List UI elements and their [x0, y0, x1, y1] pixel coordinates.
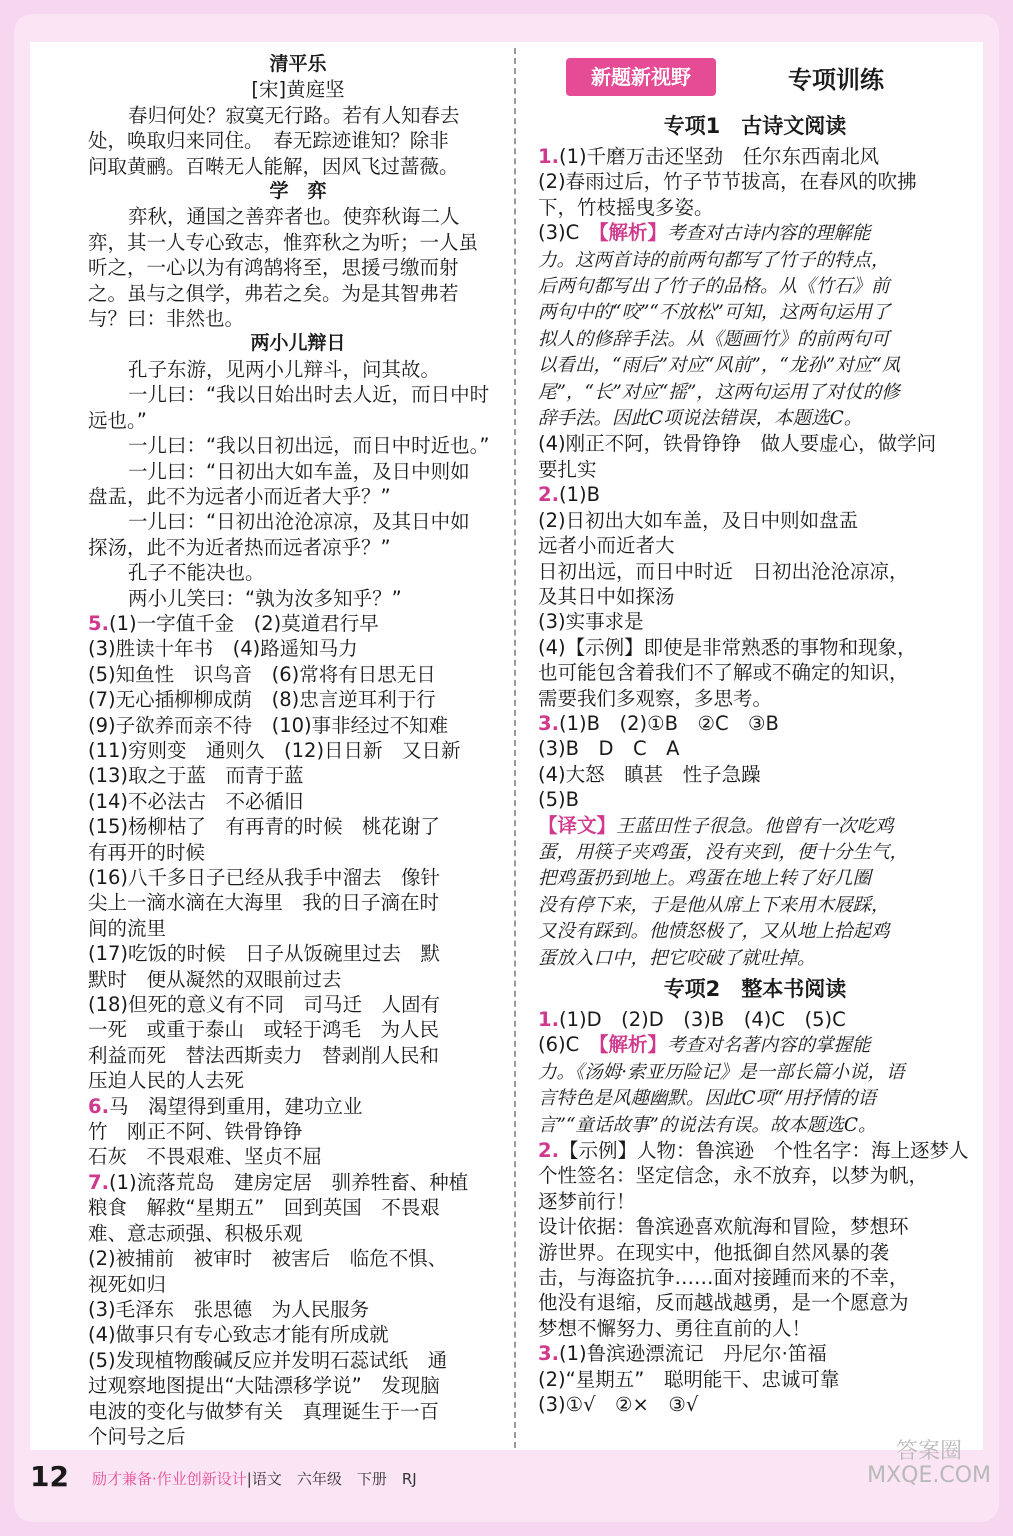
- printed-text: (9)子欲养而亲不待 (10)事非经过不知难: [88, 713, 449, 737]
- printed-text: 下，竹枝摇曳多姿。: [538, 195, 714, 219]
- text-line: [538, 273, 972, 299]
- poem-title: [88, 52, 508, 77]
- text-line: [88, 1322, 508, 1347]
- text-line: [88, 636, 508, 661]
- text-line: [538, 195, 972, 220]
- text-line: [538, 892, 972, 918]
- text-line: [538, 352, 972, 378]
- text-line: [538, 1085, 972, 1111]
- text-line: [88, 1144, 508, 1169]
- text-line: [88, 967, 508, 992]
- printed-text: 默时 便从凝然的双眼前过去: [88, 967, 342, 991]
- printed-text: 压迫人民的人去死: [88, 1069, 245, 1093]
- poem-title: [88, 179, 508, 204]
- handwritten-text: 尾”，“长”对应“摇”，这两句运用了对仗的修: [538, 381, 900, 403]
- text-line: [538, 431, 972, 456]
- text-line: [88, 992, 508, 1017]
- printed-text: [宋]黄庭坚: [251, 78, 345, 102]
- handwritten-text: 后两句都写出了竹子的品格。从《竹石》前: [538, 276, 890, 298]
- printed-text: (2)日初出大如车盖，及日中则如盘盂: [538, 508, 859, 532]
- page-number: 12: [30, 1460, 69, 1493]
- text-line: [88, 611, 508, 636]
- section-header-title: 专项训练: [788, 66, 884, 94]
- question-number: 2.: [538, 483, 559, 507]
- handwritten-text: 考查对古诗内容的理解能: [667, 223, 871, 245]
- text-line: [538, 1112, 972, 1138]
- text-line: [538, 787, 972, 812]
- text-line: [88, 687, 508, 712]
- printed-text: 有再开的时候: [88, 840, 206, 864]
- text-line: [538, 559, 972, 584]
- text-line: [88, 484, 508, 509]
- printed-text: 弈秋，通国之善弈者也。使弈秋诲二人: [128, 205, 460, 229]
- printed-text: (17)吃饭的时候 日子从饭碗里过去 默: [88, 942, 441, 966]
- text-line: [88, 230, 508, 255]
- printed-text: 要扎实: [538, 457, 597, 481]
- printed-text: (1)D (2)D (3)B (4)C (5)C: [558, 1008, 846, 1031]
- text-line: [538, 326, 972, 352]
- text-line: [88, 1068, 508, 1093]
- printed-text: 与？曰：非然也。: [88, 307, 245, 331]
- printed-text: 他没有退缩，反而越战越勇，是一个愿意为: [538, 1291, 909, 1315]
- text-line: [88, 865, 508, 890]
- printed-text: (3)胜读十年书 (4)路遥知马力: [88, 637, 358, 661]
- printed-text: (4)大怒 瞋甚 性子急躁: [538, 762, 761, 786]
- text-line: [538, 405, 972, 431]
- text-line: [538, 379, 972, 405]
- printed-text: 远者小而近者大: [538, 534, 675, 558]
- watermark-line2: MXQE.COM: [867, 1463, 991, 1488]
- page-footer: [30, 1460, 983, 1500]
- printed-text: 盘盂，此不为远者小而近者大乎？”: [88, 484, 391, 508]
- text-line: [538, 584, 972, 609]
- text-line: [538, 813, 972, 839]
- text-line: [88, 1043, 508, 1068]
- printed-text: 石灰 不畏艰难、坚贞不屈: [88, 1145, 323, 1169]
- text-line: [538, 169, 972, 194]
- text-line: [538, 1189, 972, 1214]
- printed-text: (1)B (2)①B ②C ③B: [558, 711, 779, 735]
- handwritten-text: 力。《汤姆·索亚历险记》是一部长篇小说，语: [538, 1061, 905, 1083]
- footer-series-name: 励才兼备·作业创新设计: [92, 1470, 247, 1488]
- printed-text: 学 弈: [269, 180, 327, 203]
- printed-text: 远也。”: [88, 408, 147, 432]
- handwritten-text: 言”“童话故事”的说法有误。故本题选C。: [538, 1114, 877, 1136]
- printed-text: 逐梦前行！: [538, 1189, 636, 1213]
- text-line: [538, 1007, 972, 1032]
- printed-text: 听之，一心以为有鸿鹄将至，思援弓缴而射: [88, 256, 459, 280]
- printed-text: (16)八千多日子已经从我手中溜去 像针: [88, 866, 441, 889]
- printed-text: 设计依据：鲁滨逊喜欢航海和冒险，梦想环: [538, 1215, 909, 1239]
- question-number: 1.: [538, 145, 559, 168]
- text-line: [88, 586, 508, 611]
- text-line: [538, 711, 972, 736]
- printed-text: 两小儿辩日: [250, 332, 346, 355]
- column-divider: [514, 48, 516, 1448]
- printed-text: (18)但死的意义有不同 司马迁 人固有: [88, 993, 441, 1017]
- printed-text: 【示例】人物：鲁滨逊 个性名字：海上逐梦人: [558, 1139, 969, 1163]
- printed-text: 问取黄鹂。百啭无人能解，因风飞过蔷薇。: [88, 154, 459, 178]
- handwritten-text: 蛋，用筷子夹鸡蛋，没有夹到，便十分生气，: [538, 841, 909, 863]
- printed-text: (6)C: [538, 1033, 599, 1057]
- text-line: [88, 713, 508, 738]
- text-line: [538, 660, 972, 685]
- printed-text: (2)“星期五” 聪明能干、忠诚可靠: [538, 1367, 840, 1391]
- text-line: [538, 945, 972, 971]
- printed-text: 视死如归: [88, 1272, 167, 1296]
- question-number: 3.: [538, 711, 559, 735]
- handwritten-text: 以看出，“雨后”对应“风前”，“龙孙”对应“凤: [538, 355, 901, 377]
- text-line: [538, 144, 972, 169]
- text-line: [538, 686, 972, 711]
- text-line: [538, 457, 972, 482]
- text-line: [88, 535, 508, 560]
- handwritten-text: 蛋放入口中，把它咬破了就吐掉。: [538, 947, 816, 969]
- text-line: [538, 1214, 972, 1239]
- printed-text: (4)刚正不阿，铁骨铮铮 做人要虚心，做学问: [538, 432, 937, 456]
- printed-text: (1)流落荒岛 建房定居 驯养牲畜、种植: [108, 1170, 469, 1194]
- text-line: [88, 509, 508, 534]
- left-column: [88, 52, 508, 1449]
- text-line: [88, 890, 508, 915]
- text-line: [88, 1094, 508, 1119]
- printed-text: 间的流里: [88, 916, 167, 940]
- text-line: [538, 1341, 972, 1366]
- text-line: [538, 482, 972, 507]
- printed-text: 之。虽与之俱学，弗若之矣。为是其智弗若: [88, 281, 459, 305]
- printed-text: 利益而死 替法西斯卖力 替剥削人民和: [88, 1043, 440, 1067]
- text-line: [88, 255, 508, 280]
- question-number: 5.: [88, 611, 109, 635]
- printed-text: 难、意志顽强、积极乐观: [88, 1221, 303, 1245]
- printed-text: (1)千磨万击还坚劲 任尔东西南北风: [558, 145, 880, 168]
- text-line: [538, 609, 972, 634]
- text-line: [88, 433, 508, 458]
- printed-text: (7)无心插柳柳成荫 (8)忠言逆耳利于行: [88, 688, 436, 712]
- text-line: [88, 1297, 508, 1322]
- printed-text: (3)实事求是: [538, 610, 644, 634]
- section-title: [538, 971, 972, 1007]
- handwritten-text: 把鸡蛋扔到地上。鸡蛋在地上转了好几圈: [538, 868, 872, 890]
- printed-text: 两小儿笑曰：“孰为汝多知乎？”: [128, 586, 402, 610]
- text-line: [538, 533, 972, 558]
- printed-text: (2)春雨过后，竹子节节拔高，在春风的吹拂: [538, 170, 917, 194]
- handwritten-text: 没有停下来，于是他从席上下来用木屐踩，: [538, 894, 890, 916]
- text-line: [88, 763, 508, 788]
- text-line: [538, 247, 972, 273]
- text-line: [538, 1138, 972, 1163]
- text-line: [88, 840, 508, 865]
- text-line: [88, 103, 508, 128]
- text-line: [538, 508, 972, 533]
- text-line: [88, 408, 508, 433]
- right-column-body: [538, 108, 972, 1418]
- printed-text: 孔子东游，见两小儿辩斗，问其故。: [128, 357, 441, 381]
- printed-text: 日初出远，而日中时近 日初出沧沧凉凉，: [538, 559, 909, 583]
- printed-text: 尖上一滴水滴在大海里 我的日子滴在时: [88, 891, 440, 915]
- text-line: [538, 839, 972, 865]
- printed-text: (3)①√ ②× ③√: [538, 1393, 699, 1417]
- section-header: [538, 52, 972, 108]
- handwritten-text: 又没有踩到。他愤怒极了，又从地上拾起鸡: [538, 921, 890, 943]
- printed-text: 及其日中如探汤: [538, 584, 675, 608]
- text-line: [88, 1195, 508, 1220]
- text-line: [88, 814, 508, 839]
- handwritten-text: 两句中的“咬”“不放松”可知，这两句运用了: [538, 302, 891, 324]
- new-topic-badge: 新题新视野: [566, 58, 716, 96]
- printed-text: 电波的变化与做梦有关 真理诞生于一百: [88, 1399, 440, 1423]
- text-line: [538, 918, 972, 944]
- printed-text: 粮食 解救“星期五” 回到英国 不畏艰: [88, 1196, 440, 1220]
- printed-text: 马 渴望得到重用，建功立业: [108, 1094, 363, 1118]
- text-line: [88, 306, 508, 331]
- text-line: [88, 77, 508, 102]
- watermark-logo: [867, 1440, 991, 1488]
- text-line: [88, 1221, 508, 1246]
- text-line: [88, 459, 508, 484]
- text-line: [88, 1373, 508, 1398]
- printed-text: (1)B: [558, 483, 600, 507]
- printed-text: (14)不必法古 不必循旧: [88, 789, 304, 813]
- printed-text: (4)做事只有专心致志才能有所成就: [88, 1323, 389, 1347]
- handwritten-text: 言特色是风趣幽默。因此C项“用抒情的语: [538, 1088, 877, 1110]
- text-line: [88, 1348, 508, 1373]
- text-line: [88, 941, 508, 966]
- text-line: [538, 1367, 972, 1392]
- text-line: [88, 560, 508, 585]
- printed-text: 游世界。在现实中，他抵御自然风暴的袭: [538, 1240, 890, 1264]
- text-line: [538, 1059, 972, 1085]
- text-line: [88, 789, 508, 814]
- printed-text: 击，与海盗抗争……面对接踵而来的不幸，: [538, 1266, 909, 1290]
- text-line: [538, 1392, 972, 1417]
- printed-text: 竹 刚正不阿、铁骨铮铮: [88, 1120, 303, 1144]
- printed-text: (1)鲁滨逊漂流记 丹尼尔·笛福: [558, 1342, 827, 1366]
- text-line: [88, 154, 508, 179]
- text-line: [88, 1017, 508, 1042]
- printed-text: 过观察地图提出“大陆漂移学说” 发现脑: [88, 1374, 440, 1398]
- printed-text: 一儿曰：“日初出大如车盖，及日中则如: [128, 459, 470, 483]
- text-line: [88, 357, 508, 382]
- text-line: [88, 382, 508, 407]
- text-line: [538, 635, 972, 660]
- text-line: [88, 1399, 508, 1424]
- text-line: [538, 1240, 972, 1265]
- text-line: [88, 1424, 508, 1449]
- printed-text: (5)知鱼性 识鸟音 (6)常将有日思无日: [88, 662, 436, 686]
- printed-text: 春归何处？寂寞无行路。若有人知春去: [128, 103, 460, 127]
- handwritten-text: 考查对名著内容的掌握能: [667, 1035, 871, 1057]
- question-number: 6.: [88, 1094, 109, 1118]
- question-number: 1.: [538, 1008, 559, 1031]
- handwritten-text: 拟人的修辞手法。从《题画竹》的前两句可: [538, 328, 890, 350]
- text-line: [88, 204, 508, 229]
- printed-text: 孔子不能决也。: [128, 561, 265, 585]
- printed-text: (11)穷则变 通则久 (12)日日新 又日新: [88, 738, 461, 762]
- footer-series: [92, 1468, 417, 1489]
- printed-text: (4)【示例】即使是非常熟悉的事物和现象，: [538, 635, 917, 659]
- text-line: [538, 865, 972, 891]
- printed-text: 也可能包含着我们不了解或不确定的知识，: [538, 661, 909, 685]
- text-line: [538, 762, 972, 787]
- printed-text: (1)一字值千金 (2)莫道君行早: [108, 611, 379, 635]
- analysis-tag: 【译文】: [538, 813, 617, 837]
- printed-text: (2)被捕前 被审时 被害后 临危不惧、: [88, 1247, 448, 1271]
- printed-text: (15)杨柳枯了 有再青的时候 桃花谢了: [88, 815, 441, 839]
- handwritten-text: 王蓝田性子很急。他曾有一次吃鸡: [616, 815, 894, 837]
- text-line: [88, 916, 508, 941]
- text-line: [88, 1272, 508, 1297]
- text-line: [538, 299, 972, 325]
- watermark-line1: 答案圈: [896, 1439, 963, 1464]
- text-line: [88, 1119, 508, 1144]
- question-number: 7.: [88, 1170, 109, 1194]
- printed-text: 一儿曰：“我以日始出时去人近，而日中时: [128, 383, 490, 407]
- printed-text: 个性签名：坚定信念，永不放弃，以梦为帆，: [538, 1164, 929, 1188]
- printed-text: 一儿曰：“日初出沧沧凉凉，及其日中如: [128, 510, 470, 534]
- poem-title: [88, 331, 508, 356]
- printed-text: (5)B: [538, 788, 579, 812]
- question-number: 2.: [538, 1139, 559, 1163]
- printed-text: 探汤，此不为近者热而远者凉乎？”: [88, 535, 391, 559]
- printed-text: (3)B D C A: [538, 737, 680, 761]
- analysis-tag: 【解析】: [598, 1033, 668, 1057]
- printed-text: 个问号之后: [88, 1424, 186, 1448]
- text-line: [538, 1163, 972, 1188]
- section-title: [538, 108, 972, 144]
- handwritten-text: 力。这两首诗的前两句都写了竹子的特点，: [538, 249, 890, 271]
- footer-subject: |语文 六年级 下册 RJ: [246, 1470, 417, 1488]
- text-line: [538, 736, 972, 761]
- text-line: [88, 128, 508, 153]
- printed-text: 专项1 古诗文阅读: [663, 114, 847, 138]
- printed-text: 一死 或重于泰山 或轻于鸿毛 为人民: [88, 1018, 440, 1042]
- workbook-page: [30, 42, 983, 1450]
- printed-text: 专项2 整本书阅读: [663, 977, 847, 1001]
- printed-text: 弈，其一人专心致志，惟弈秋之为听；一人虽: [88, 230, 479, 254]
- text-line: [88, 662, 508, 687]
- text-line: [538, 1290, 972, 1315]
- printed-text: 需要我们多观察，多思考。: [538, 686, 773, 710]
- printed-text: (3)C: [538, 221, 599, 245]
- printed-text: (5)发现植物酸碱反应并发明石蕊试纸 通: [88, 1348, 448, 1372]
- printed-text: 一儿曰：“我以日初出远，而日中时近也。”: [128, 434, 490, 458]
- right-column: [538, 52, 972, 1418]
- printed-text: 梦想不懈努力、勇往直前的人！: [538, 1316, 812, 1340]
- handwritten-text: 辞手法。因此C项说法错误，本题选C。: [538, 408, 863, 430]
- printed-text: 清平乐: [269, 53, 327, 75]
- printed-text: (13)取之于蓝 而青于蓝: [88, 764, 304, 788]
- text-line: [88, 1170, 508, 1195]
- text-line: [88, 1246, 508, 1271]
- printed-text: 处，唤取归来同住。 春无踪迹谁知？除非: [88, 129, 449, 153]
- text-line: [538, 1265, 972, 1290]
- text-line: [88, 281, 508, 306]
- text-line: [538, 1316, 972, 1341]
- text-line: [88, 738, 508, 763]
- analysis-tag: 【解析】: [598, 221, 668, 245]
- question-number: 3.: [538, 1342, 559, 1366]
- printed-text: (3)毛泽东 张思德 为人民服务: [88, 1297, 370, 1321]
- text-line: [538, 220, 972, 246]
- text-line: [538, 1032, 972, 1058]
